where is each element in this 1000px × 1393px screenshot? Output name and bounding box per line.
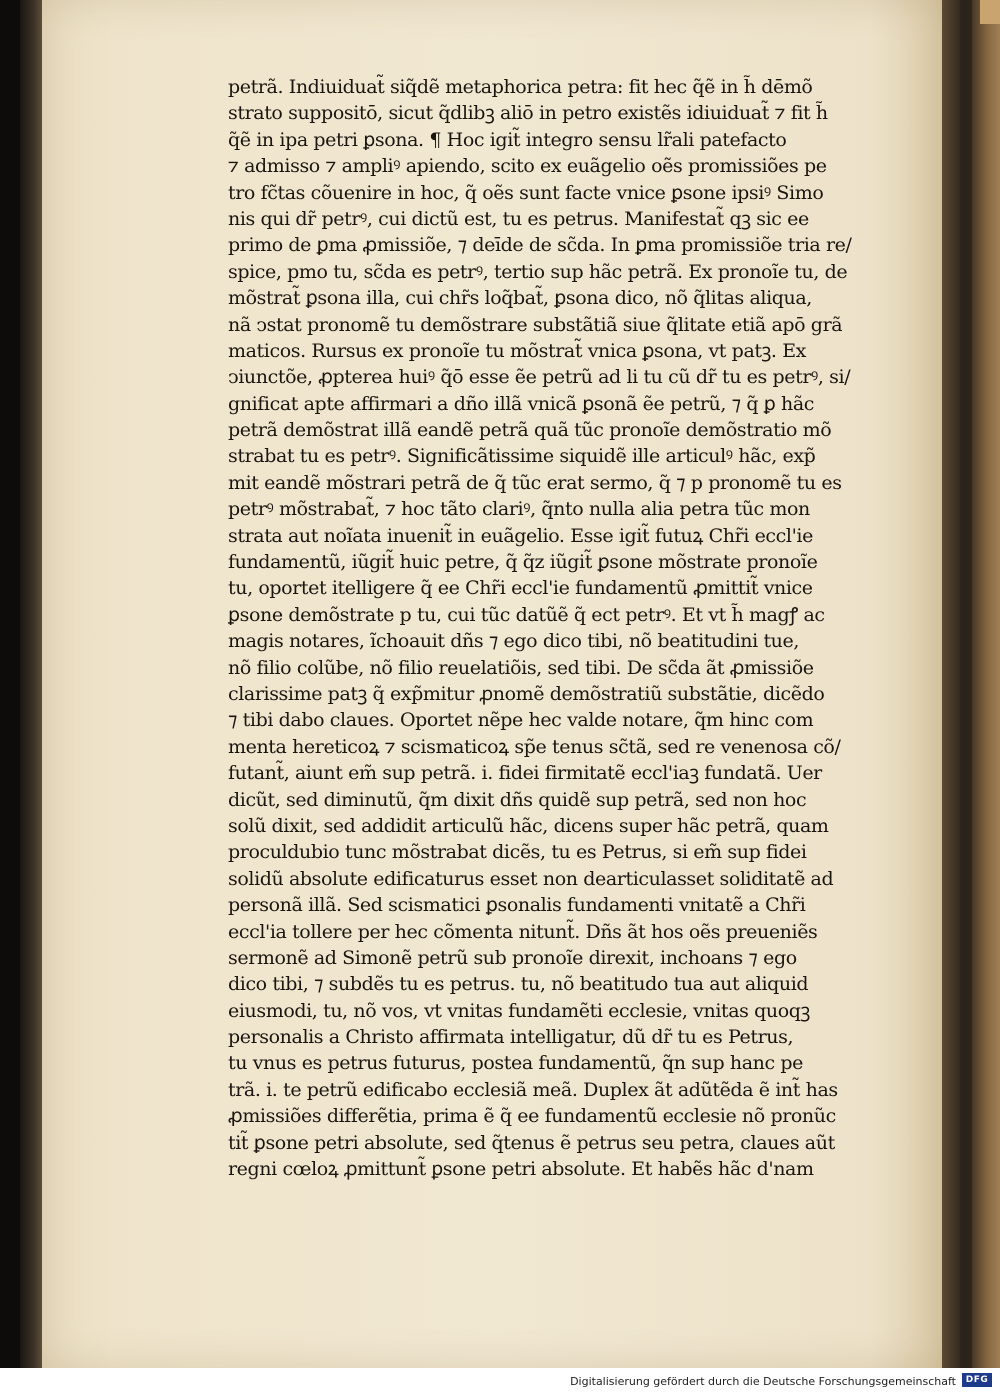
text-line: ⁊ admisso ⁊ ampliꝰ apiendo, scito ex euãgelio oẽs promissiões pe [228,155,827,178]
text-line: maticos. Rursus ex pronoĩe tu mõstrat̃ vnica ꝑsona, vt patꝫ. Ex [228,339,806,362]
text-line: personalis a Christo affirmata intelligatur, dũ dr̃ tu es Petrus, [228,1026,794,1049]
text-line: eccl'ia tollere per hec cõmenta nitunt̃. Dñs ãt hos oẽs preueniẽs [228,920,818,943]
text-line: fundamentũ, iũgit̃ huic petre, q̃ q̃z iũgit̃ ꝑsone mõstrate pronoĩe [228,551,818,574]
text-line: trã. i. te petrũ edificabo ecclesiã meã. Duplex ãt adũtẽda ẽ int̃ has [228,1078,838,1101]
text-line: ꝓmissiões differẽtia, prima ẽ q̃ ee fundamentũ ecclesie nõ pronũc [228,1105,836,1128]
text-line: proculdubio tunc mõstrabat dicẽs, tu es Petrus, si em̃ sup fidei [228,841,807,864]
text-line: gnificat apte affirmari a dño illã vnicã ꝑsonã ẽe petrũ, ⁊ q̃ ꝑ hãc [228,392,815,415]
text-line: mõstrat̃ ꝑsona illa, cui chr̃s loq̃bat̃, ꝑsona dico, nõ q̃litas aliqua, [228,287,812,310]
funding-credit: Digitalisierung gefördert durch die Deutsche Forschungsgemeinschaft [570,1375,956,1388]
text-line: dico tibi, ⁊ subdẽs tu es petrus. tu, nõ beatitudo tua aut aliquid [228,973,809,996]
text-line: nis qui dr̃ petrꝰ, cui dictũ est, tu es petrus. Manifestat̃ qꝫ sic ee [228,207,809,230]
text-line: nõ filio colũbe, nõ filio reuelatiõis, sed tibi. De sc̃da ãt ꝓmissiõe [228,656,814,679]
text-line: ↄiunctõe, ꝓpterea huiꝰ q̃ō esse ẽe petrũ ad li tu cũ dr̃ tu es petrꝰ, si/ [228,366,851,389]
text-line: strata aut noĩata inuenit̃ in euãgelio. Esse igit̃ futuꝝ Chr̃i eccl'ie [228,524,813,547]
text-line: dicũt, sed diminutũ, q̃m dixit dñs quidẽ sup petrã, sed non hoc [228,788,807,811]
text-line: strato suppositō, sicut q̃dlibꝫ aliō in petro existẽs idiuiduat̃ ⁊ fit h̃ [228,102,828,125]
text-line: petrꝰ mõstrabat̃, ⁊ hoc tãto clariꝰ, q̃nto nulla alia petra tũc mon [228,498,810,521]
text-line: strabat tu es petrꝰ. Significãtissime siquidẽ ille articulꝰ hãc, exp̃ [228,445,816,468]
text-line: ⁊ tibi dabo claues. Oportet nẽpe hec valde notare, q̃m hinc com [228,709,814,732]
text-line: tu vnus es petrus futurus, postea fundamentũ, q̃n sup hanc pe [228,1052,803,1075]
text-line: petrã. Indiuiduat̃ siq̃dẽ metaphorica petra: fit hec q̃ẽ in h̃ dēmõ [228,76,813,98]
text-line: nã ↄstat pronomẽ tu demõstrare substãtiã siue q̃litate etiã apō grã [228,313,843,336]
text-line: solũ dixit, sed addidit articulũ hãc, dicens super hãc petrã, quam [228,814,829,837]
text-line: tit̃ ꝑsone petri absolute, sed q̃tenus ẽ petrus seu petra, claues aũt [228,1131,835,1154]
text-line: solidũ absolute edificaturus esset non dearticulasset soliditatẽ ad [228,867,834,890]
page-text-block [228,74,874,1182]
text-line: regni cœloꝝ ꝓmittunt̃ ꝑsone petri absolute. Et habẽs hãc d'nam [228,1158,814,1181]
text-line: magis notares, ĩchoauit dñs ⁊ ego dico tibi, nõ beatitudini tue, [228,630,800,653]
footer-bar [0,1368,1000,1393]
text-line: eiusmodi, tu, nõ vos, vt vnitas fundamẽti ecclesie, vnitas quoqꝫ [228,999,810,1022]
text-line: petrã demõstrat illã eandẽ petrã quã tũc pronoĩe demõstratio mõ [228,419,832,442]
text-line: spice, pmo tu, sc̃da es petrꝰ, tertio sup hãc petrã. Ex pronoĩe tu, de [228,260,848,283]
binding-corner [980,0,1000,24]
text-line: primo de ꝑma ꝓmissiõe, ⁊ deīde de sc̃da. In ꝑma promissiõe tria re/ [228,234,852,257]
text-line: ꝑsone demõstrate p tu, cui tũc datũẽ q̃ ect petrꝰ. Et vt h̃ magꝭ ac [228,603,825,626]
text-line: clarissime patꝫ q̃ exp̃mitur ꝓnomẽ demõstratiũ substãtie, dicẽdo [228,682,825,705]
text-line: tro fc̃tas cõuenire in hoc, q̃ oẽs sunt facte vnice ꝑsone ipsiꝰ Simo [228,181,824,204]
dfg-logo: DFG [962,1373,992,1387]
text-line: menta hereticoꝝ ⁊ scismaticoꝝ sp̃e tenus sc̃tã, sed re venenosa cõ/ [228,735,841,758]
text-line: tu, oportet itelligere q̃ ee Chr̃i eccl'ie fundamentũ ꝓmittit̃ vnice [228,577,813,600]
text-line: q̃ẽ in ipa petri ꝑsona. ¶ Hoc igit̃ integro sensu lr̃ali patefacto [228,128,787,151]
text-line: sermonẽ ad Simonẽ petrũ sub pronoĩe direxit, inchoans ⁊ ego [228,946,797,969]
text-line: personã illã. Sed scismatici ꝑsonalis fundamenti vnitatẽ a Chr̃i [228,894,806,917]
text-line: mit eandẽ mõstrari petrã de q̃ tũc erat sermo, q̃ ⁊ p pronomẽ tu es [228,471,842,494]
text-line: futant̃, aiunt em̃ sup petrã. i. fidei firmitatẽ eccl'iaꝫ fundatã. Uer [228,762,822,785]
binding-shadow [960,0,972,1368]
